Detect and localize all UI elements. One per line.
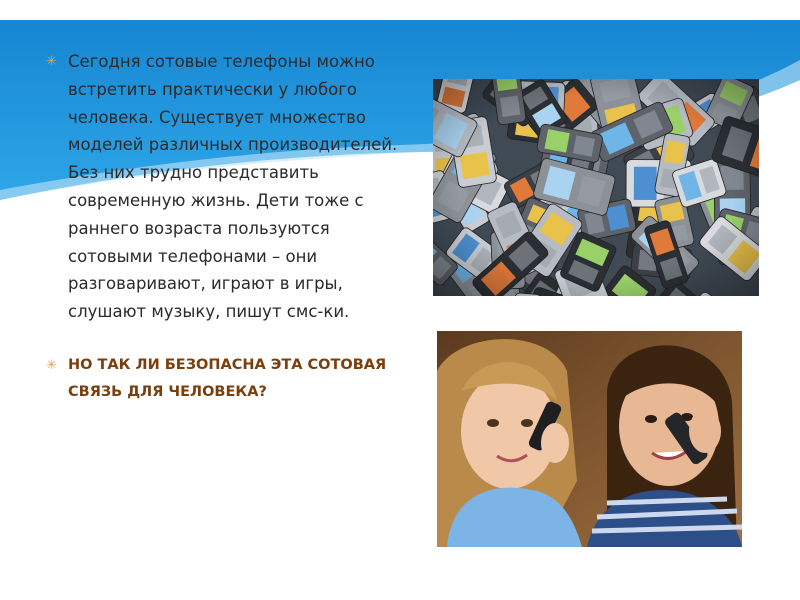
paragraph-intro-text: Сегодня сотовые телефоны можно встретить практически у любого человека. Существует множество моделей различных производителей. Без них трудно представить современную жизнь. Дети тоже с раннего возраста пользуются сотовыми телефонами – они разговаривают, играют в игры, слушают музыку, пишут смс-ки. bbox=[68, 52, 398, 322]
star-bullet-icon: ✳ bbox=[46, 54, 57, 69]
paragraph-question bbox=[46, 352, 406, 407]
girls-talking-on-phones-photo bbox=[437, 331, 742, 547]
paragraph-question-text: НО ТАК ЛИ БЕЗОПАСНА ЭТА СОТОВАЯ СВЯЗЬ ДЛЯ ЧЕЛОВЕКА? bbox=[68, 356, 387, 401]
mobile-phones-pile-photo bbox=[433, 79, 759, 296]
star-bullet-icon: ✳ bbox=[46, 357, 57, 373]
paragraph-intro bbox=[46, 48, 406, 326]
text-block bbox=[46, 48, 406, 433]
